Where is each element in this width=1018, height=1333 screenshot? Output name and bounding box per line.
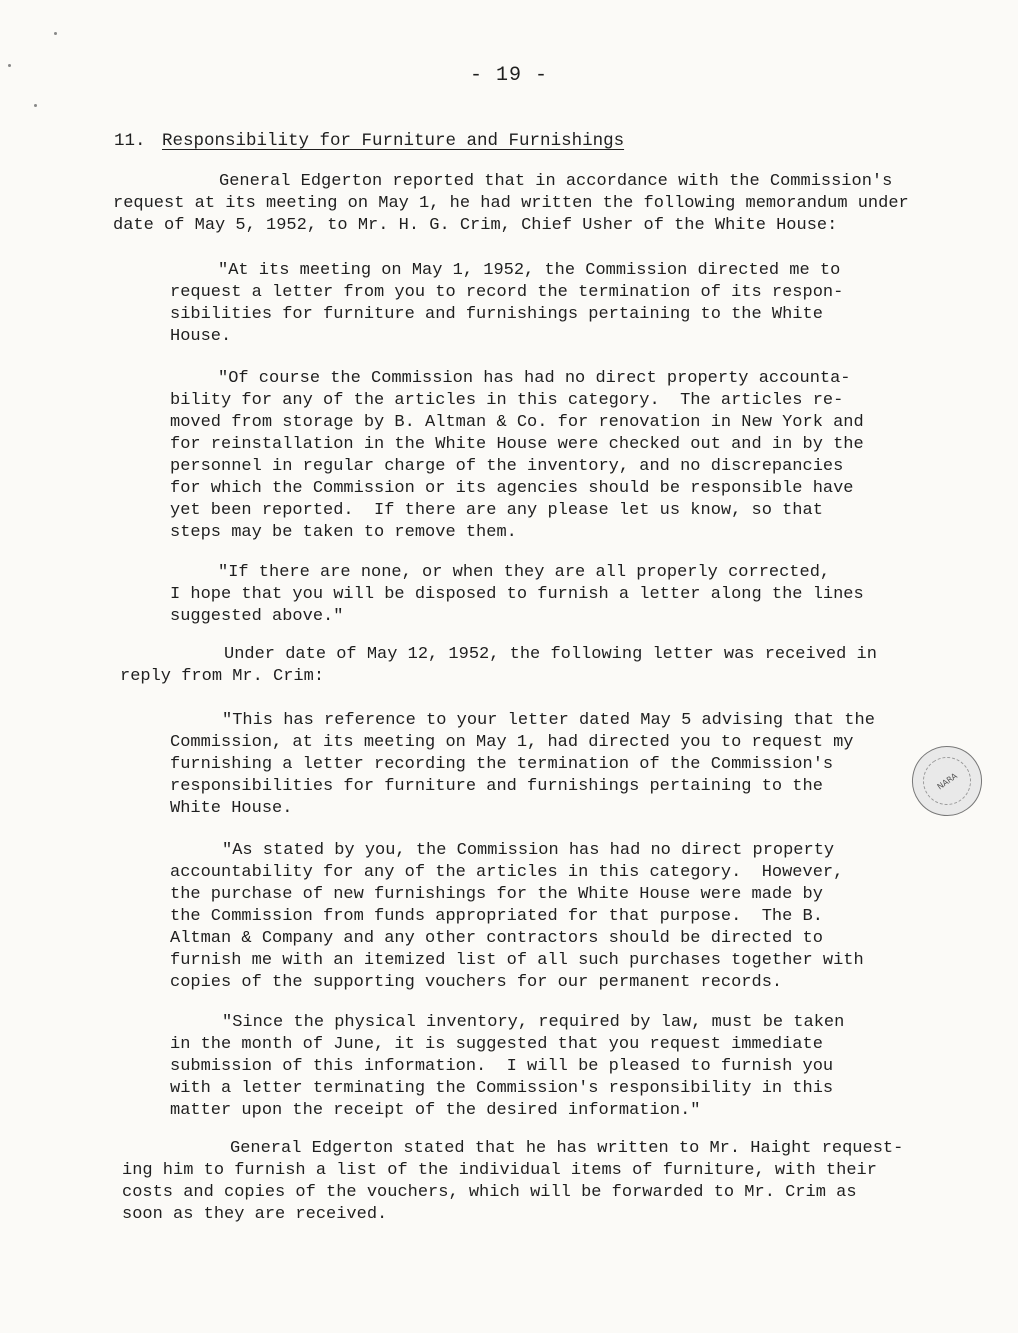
paragraph-line: furnish me with an itemized list of all such purchases together with [170,951,864,970]
paragraph-line: White House. [170,799,293,818]
paper-speck [54,32,57,35]
section-number: 11. [114,131,146,151]
quoted-paragraph [170,562,864,628]
paper-speck [34,104,37,107]
paragraph-line: in the month of June, it is suggested that you request immediate [170,1035,823,1054]
paragraph-line: "This has reference to your letter dated May 5 advising that the [222,711,875,730]
paragraph-line: the purchase of new furnishings for the White House were made by [170,885,823,904]
paragraph-line: steps may be taken to remove them. [170,523,517,542]
quoted-paragraph [170,840,864,994]
paragraph-line: moved from storage by B. Altman & Co. for renovation in New York and [170,413,864,432]
section-heading [114,131,624,151]
paragraph-line: Commission, at its meeting on May 1, had directed you to request my [170,733,854,752]
archive-stamp-seal [898,732,995,829]
paragraph-line: personnel in regular charge of the inventory, and no discrepancies [170,457,844,476]
paragraph-line: bility for any of the articles in this category. The articles re- [170,391,844,410]
paragraph-line: request at its meeting on May 1, he had written the following memorandum under [113,194,909,213]
paragraph-line: copies of the supporting vouchers for our permanent records. [170,973,783,992]
paragraph-line: request a letter from you to record the termination of its respon- [170,283,844,302]
paragraph-line: costs and copies of the vouchers, which will be forwarded to Mr. Crim as [122,1183,857,1202]
paragraph-line: responsibilities for furniture and furnishings pertaining to the [170,777,823,796]
quoted-paragraph [170,368,864,544]
paragraph-line: for which the Commission or its agencies should be responsible have [170,479,854,498]
paragraph-line: accountability for any of the articles in this category. However, [170,863,844,882]
stamp-inner-ring: NARA [914,748,981,815]
paragraph [122,1138,903,1226]
paragraph-line: Altman & Company and any other contractors should be directed to [170,929,823,948]
paragraph-line: matter upon the receipt of the desired information." [170,1101,701,1120]
paragraph-line: for reinstallation in the White House were checked out and in by the [170,435,864,454]
paragraph-line: General Edgerton stated that he has written to Mr. Haight request- [230,1139,904,1158]
paragraph-line: with a letter terminating the Commission's responsibility in this [170,1079,834,1098]
paragraph-line: ing him to furnish a list of the individual items of furniture, with their [122,1161,877,1180]
section-title: Responsibility for Furniture and Furnishings [162,131,625,151]
paragraph-line: "If there are none, or when they are all properly corrected, [218,563,831,582]
paragraph-line: reply from Mr. Crim: [120,667,325,686]
paragraph-line: House. [170,327,232,346]
quoted-paragraph [170,710,875,820]
quoted-paragraph [170,260,843,348]
paragraph-line: "Since the physical inventory, required by law, must be taken [222,1013,845,1032]
paragraph [113,171,909,237]
paragraph-line: "As stated by you, the Commission has had no direct property [222,841,835,860]
paragraph-line: Under date of May 12, 1952, the following letter was received in [224,645,877,664]
page-number: - 19 - [469,64,548,87]
paragraph [120,644,877,688]
paragraph-line: "Of course the Commission has had no direct property accounta- [218,369,851,388]
paragraph-line: the Commission from funds appropriated for that purpose. The B. [170,907,823,926]
paragraph-line: soon as they are received. [122,1205,388,1224]
paragraph-line: date of May 5, 1952, to Mr. H. G. Crim, Chief Usher of the White House: [113,216,838,235]
paragraph-line: sibilities for furniture and furnishings pertaining to the White [170,305,823,324]
paragraph-line: I hope that you will be disposed to furnish a letter along the lines [170,585,864,604]
paragraph-line: yet been reported. If there are any please let us know, so that [170,501,823,520]
paragraph-line: suggested above." [170,607,344,626]
quoted-paragraph [170,1012,844,1122]
paragraph-line: furnishing a letter recording the termination of the Commission's [170,755,834,774]
paragraph-line: General Edgerton reported that in accordance with the Commission's [219,172,893,191]
paragraph-line: "At its meeting on May 1, 1952, the Commission directed me to [218,261,841,280]
paragraph-line: submission of this information. I will be pleased to furnish you [170,1057,834,1076]
